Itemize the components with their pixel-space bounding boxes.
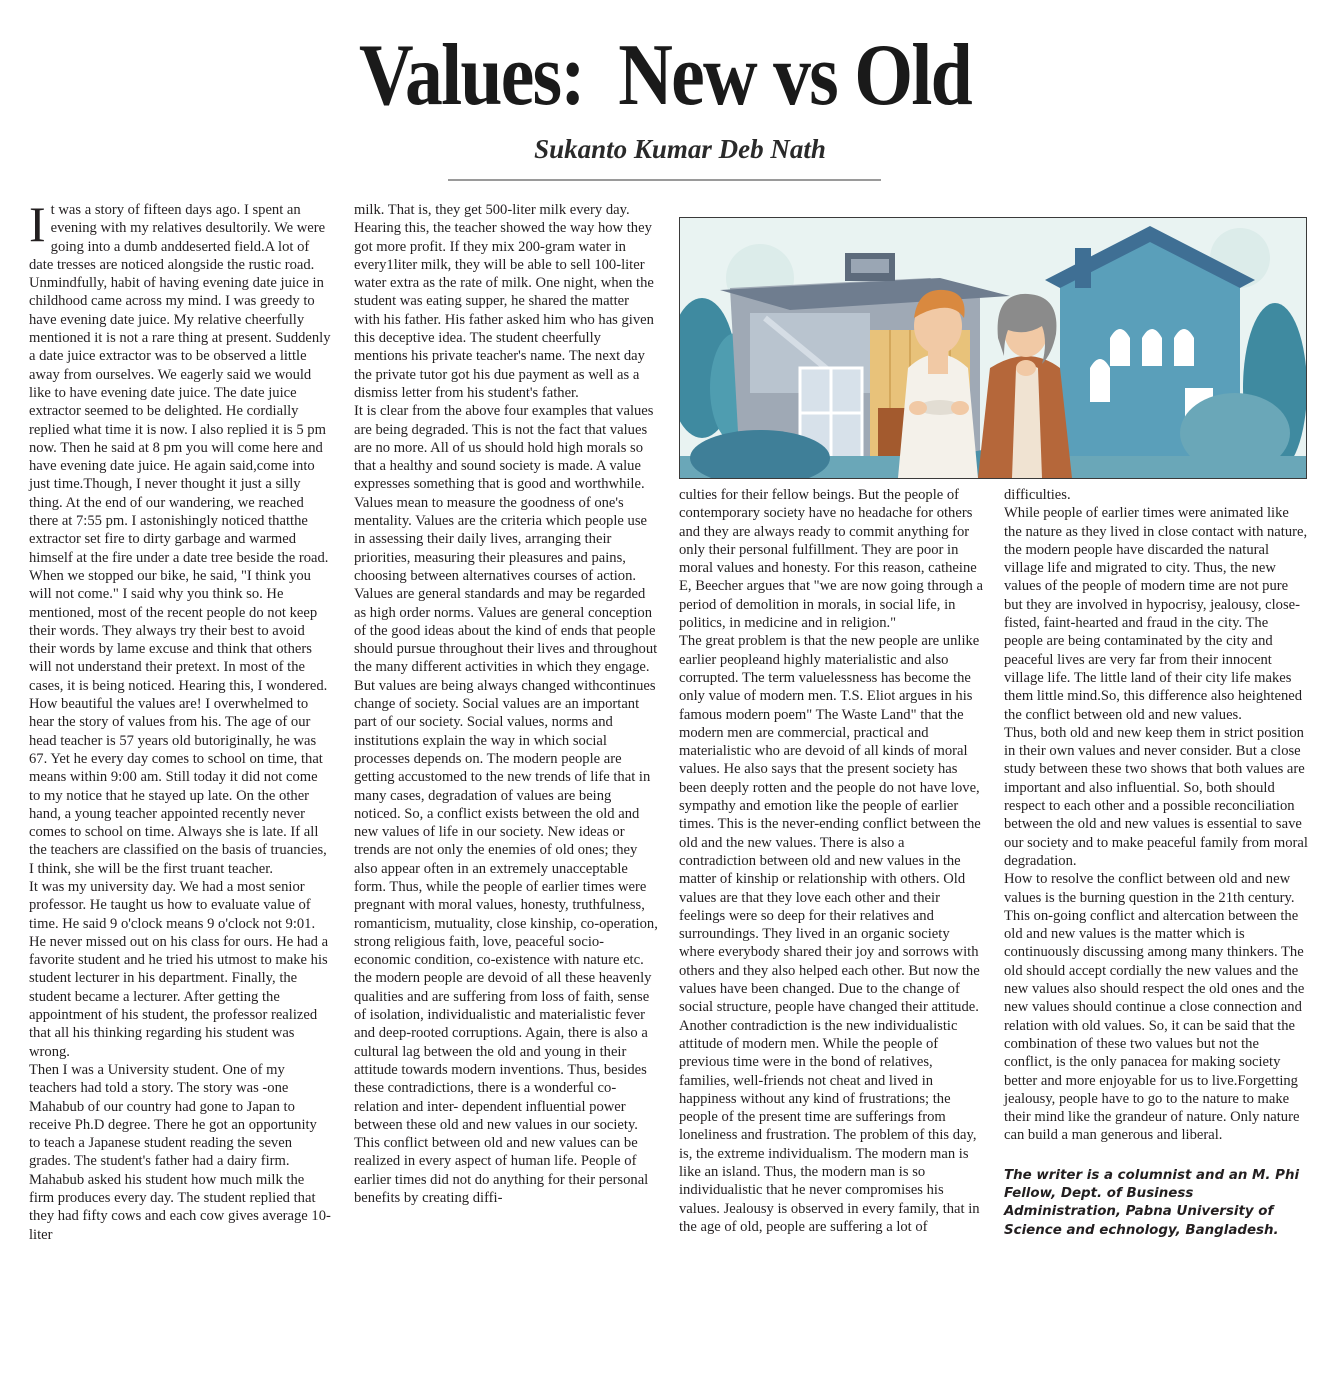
- article-column-2: [354, 201, 658, 1207]
- article-byline: Sukanto Kumar Deb Nath: [534, 134, 826, 164]
- chimney: [1075, 248, 1091, 288]
- article-column-4: [1004, 486, 1308, 1240]
- article-paragraph: It is clear from the above four examples that values are being degraded. This is not the fact that values are no more. All of us should hold high morals so that a healthy and sound society is made. A value expresses something that is good and worthwhile. Values mean to measure the goodness of one's mentality. Values are the criteria which people use in assessing their daily lives, arranging their priorities, measuring their pleasures and pains, choosing between alternatives courses of action. Values are general standards and may be regarded as high order norms. Values are general conception of the good ideas about the kind of ends that people should pursue throughout their lives and throughout the many different activities in which they engage. But values are being always changed withcontinues change of society. Social values are an important part of our society. Social values, norms and institutions explain the way in which social processes depends on. The modern people are getting accustomed to the new trends of life that in many cases, degradation of values are being noticed. So, a conflict exists between the old and new values of life in our society. New ideas or trends are not only the enemies of old ones; they also appear often in an extremely unacceptable form. Thus, while the people of earlier times were pregnant with moral values, honesty, truthfulness, romanticism, mutuality, close kinship, co-operation, strong religious faith, love, peaceful socio- economic condition, co-existence with nature etc. the modern people are devoid of all these heavenly qualities and are suffering from loss of faith, sense of isolation, individualistic and materialistic fever and deep-rooted corruptions. Again, there is also a cultural lag between the old and young in their attitude towards modern inventions. Thus, besides these contradictions, there is a wonderful co-relation and inter- dependent influential power between these old and new values in our society.: [354, 403, 658, 1133]
- article-column-1: [29, 196, 331, 1244]
- article-paragraph: This conflict between old and new values can be realized in every aspect of human life. People of earlier times did not do anything for their personal benefits by creating diffi-: [354, 1135, 649, 1207]
- rooftop-vent: [851, 259, 889, 273]
- drop-cap: I: [29, 196, 46, 252]
- article-paragraph: Another contradiction is the new individualistic attitude of modern men. While the people of previous time were in the bond of relatives, families, well-friends not cheat and lived in happiness without any kind of frustrations; the people of the present time are sufferings from loneliness and frustration. The problem of this day, is, the extreme individualism. The modern man is like an island. Thus, the modern man is so individualistic that he never compromises his values. Jealousy is observed in every family, that in the age of old, people are suffering a lot of: [679, 1017, 980, 1235]
- article-paragraph: culties for their fellow beings. But the people of contemporary society have no headache for others and they are always ready to commit anything for only their personal fulfillment. They are poor in moral values and honesty. For this reason, catheine E, Beecher argues that "we are now going through a period of demolition in morals, in social life, in politics, in medicine and in religion.": [679, 487, 983, 632]
- old-house-window: [1110, 329, 1130, 366]
- woman-blouse: [1012, 365, 1042, 478]
- article-illustration: [679, 217, 1307, 479]
- article-column-3: [679, 486, 983, 1236]
- paragraph-text: t was a story of fifteen days ago. I spent an evening with my relatives desultorily. We were going into a dumb anddeserted field.A lot of date tresses are noticed alongside the rustic road. Unmindfully, habit of having evening date juice in childhood came across my mind. I was greedy to have evening date juice. My relative cheerfully mentioned it is not a rare thing at present. Suddenly a date juice extractor was to be observed a little away from ourselves. We eagerly said we would like to have evening date juice. The date juice extractor seemed to be delighted. He cordially replied what time it is now. I also replied it is 5 pm now. Then he said at 8 pm you will come here and have evening date juice. He again said,come into just time.Though, I never thought it just a silly thing. At the end of our wandering, we reached there at 7:55 pm. I astonishingly noticed thatthe extractor set fire to dirty garbage and warmed himself at the fire under a date tree beside the road. When we stopped our bike, he said, "I think you will not come." I said why you think so. He mentioned, most of the recent people do not keep their words. They always try their best to avoid their words by lame excuse and think that others will not understand their pretext. In most of the cases, it is being noticed. Hearing this, I wondered. How beautiful the values are! I overwhelmed to hear the story of values from his. The age of our head teacher is 57 years old butoriginally, he was 67. Yet he every day comes to school on time, that means within 9:00 am. Still today it did not come to my notice that he stayed up late. On the other hand, a young teacher appointed recently never comes to school on time. Always she is late. If all the teachers are classified on the basis of truancies, I think, she will be the first truant teacher.: [29, 202, 331, 877]
- article-paragraph: While people of earlier times were animated like the nature as they lived in close contact with nature, the modern people have discarded the natural village life and migrated to city. Thus, the new values of the people of modern time are not pure but they are involved in hypocrisy, jealousy, close- fisted, faint-hearted and fraud in the city. The people are being contaminated by the city and peaceful lives are very far from their innocent village life. The little land of their city life makes them little mind.So, this difference also heightened the conflict between old and new values.: [1004, 505, 1308, 723]
- old-house-window: [1174, 329, 1194, 366]
- man-hand: [951, 401, 969, 415]
- article-paragraph: How to resolve the conflict between old and new values is the burning question in the 21th century. This on-going conflict and altercation between the old and new values is the matter which is continuously discussing among many thinkers. The old should accept cordially the new values and the new values also should respect the old ones and the new values should continue a close connection and relation with old values. So, it can be said that the combination of these two values but not the conflict, is the only panacea for making society better and more enjoyable for us to live.Forgetting jealousy, people have to go to the nature to make their mind like the grandeur of nature. Only nature can build a man generous and liberal.: [1004, 871, 1305, 1144]
- houses-people-illustration: [680, 218, 1306, 478]
- old-house-window: [1142, 329, 1162, 366]
- article-paragraph: Thus, both old and new keep them in strict position in their own values and never consider. But a close study between these two shows that both values are important and also influential. So, both should respect to each other and a possible reconciliation between the old and new values is essential to save our society and to make peaceful family from moral degradation.: [1004, 724, 1308, 869]
- woman-hand: [1016, 360, 1036, 376]
- man-hand: [909, 401, 927, 415]
- article-paragraph: It was my university day. We had a most senior professor. He taught us how to evaluate value of time. He said 9 o'clock means 9 o'clock not 9:01. He never missed out on his class for ours. He had a favorite student and he tried his utmost to make his student lecturer in his department. Finally, the student became a lecturer. After getting the appointment of his student, the professor realized that all his thinking regarding his student was wrong.: [29, 878, 329, 1060]
- article-paragraph: difficulties.: [1004, 487, 1071, 503]
- article-paragraph: [29, 196, 331, 878]
- article-paragraph: The great problem is that the new people are unlike earlier peopleand highly materialistic and also corrupted. The term valuelessness has become the only value of modern men. T.S. Eliot argues in his famous modern poem" The Waste Land" that the modern men are commercial, practical and materialistic who are devoid of all kinds of moral values. He also says that the present society has been deeply rotten and the people do not have love, sympathy and emotion like the people of earlier times. This is the never-ending conflict between the old and the new values. There is also a contradiction between old and new values in the matter of kinship or relationship with others. Old values are that they love each other and their feelings were so deep for their relatives and surroundings. They lived in an organic society where everybody shared their joy and sorrows with others and they also helped each other. But now the values have been changed. Due to the change of social structure, people have changed their attitude.: [679, 633, 981, 1016]
- article-paragraph: Then I was a University student. One of my teachers had told a story. The story was -one Mahabub of our country had gone to Japan to receive Ph.D degree. There he got an opportunity to teach a Japanese student reading the seven grades. The student's father had a dairy firm. Mahabub asked his student how much milk the firm produces every day. The student replied that they had fifty cows and each cow gives average 10-liter: [29, 1061, 331, 1243]
- article-headline: Values: New vs Old: [358, 27, 972, 124]
- article-paragraph: milk. That is, they get 500-liter milk every day. Hearing this, the teacher showed the way how they got more profit. If they mix 200-gram water in every1liter milk, they will be able to sell 100-liter water extra as the rate of milk. One night, when the student was eating supper, he shared the matter with his father. His father asked him who has given this deceptive idea. The student cheerfully mentions his private teacher's name. The next day the private tutor got his due payment as well as a dismiss letter from his student's father.: [354, 202, 654, 401]
- author-note: The writer is a columnist and an M. Phi Fellow, Dept. of Business Administration, Pabna University of Science and echnology, Bangladesh.: [1004, 1167, 1300, 1238]
- old-house-window: [1090, 359, 1110, 402]
- byline-divider: [448, 179, 881, 181]
